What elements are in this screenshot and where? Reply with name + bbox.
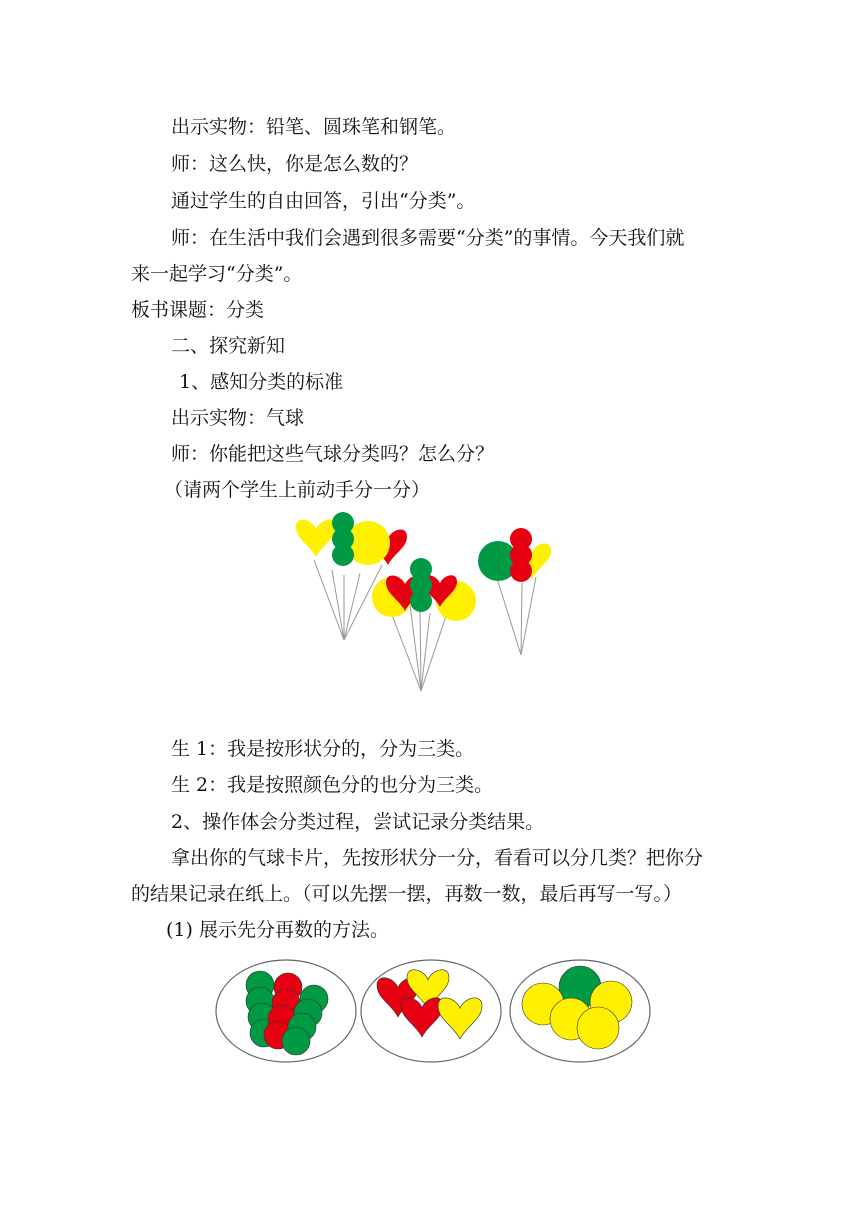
balloon-strings-left [314, 560, 382, 640]
paragraph: 生 2：我是按照颜色分的也分为三类。 [171, 774, 494, 796]
paragraph: 生 1：我是按形状分的，分为三类。 [171, 738, 475, 760]
red-long-balloon [510, 528, 532, 582]
balloon-bunch-right [478, 528, 551, 582]
paragraph: 2、操作体会分类过程，尝试记录分类结果。 [171, 811, 545, 833]
plate-round-balloons [510, 960, 650, 1062]
sorted-plates-figure [210, 955, 660, 1070]
balloon-strings-right [496, 575, 536, 655]
balloon-bunches-figure [280, 505, 590, 700]
section-heading: 二、探究新知 [171, 335, 286, 357]
plate-long-balloons [216, 960, 356, 1062]
paragraph: 师：你能把这些气球分类吗？怎么分？ [171, 443, 495, 465]
paragraph: 的结果记录在纸上。（可以先摆一摆，再数一数，最后再写一写。） [131, 883, 683, 905]
paragraph: 板书课题：分类 [131, 299, 265, 321]
list-item: (1) 展示先分再数的方法。 [166, 919, 389, 941]
paragraph: 出示实物：气球 [171, 407, 305, 429]
paragraph: 通过学生的自由回答，引出“分类”。 [171, 190, 476, 212]
paragraph: 出示实物：铅笔、圆珠笔和钢笔。 [171, 116, 457, 138]
green-long-balloon [410, 558, 432, 612]
yellow-round-balloon [577, 1007, 619, 1049]
paragraph: 拿出你的气球卡片，先按形状分一分，看看可以分几类？把你分 [171, 847, 704, 869]
balloon-strings-middle [392, 605, 448, 691]
green-long-balloon [332, 512, 354, 566]
paragraph: 师：在生活中我们会遇到很多需要“分类”的事情。今天我们就 [171, 227, 685, 249]
yellow-heart-balloon [296, 520, 336, 557]
balloon-bunch-middle [372, 558, 476, 621]
plate-heart-balloons [361, 960, 501, 1062]
paragraph: 师：这么快，你是怎么数的？ [171, 153, 419, 175]
sub-heading: 1、感知分类的标准 [179, 371, 344, 393]
paragraph: 来一起学习“分类”。 [131, 263, 303, 285]
paragraph: （请两个学生上前动手分一分） [164, 479, 431, 501]
balloon-bunch-left [296, 512, 407, 566]
